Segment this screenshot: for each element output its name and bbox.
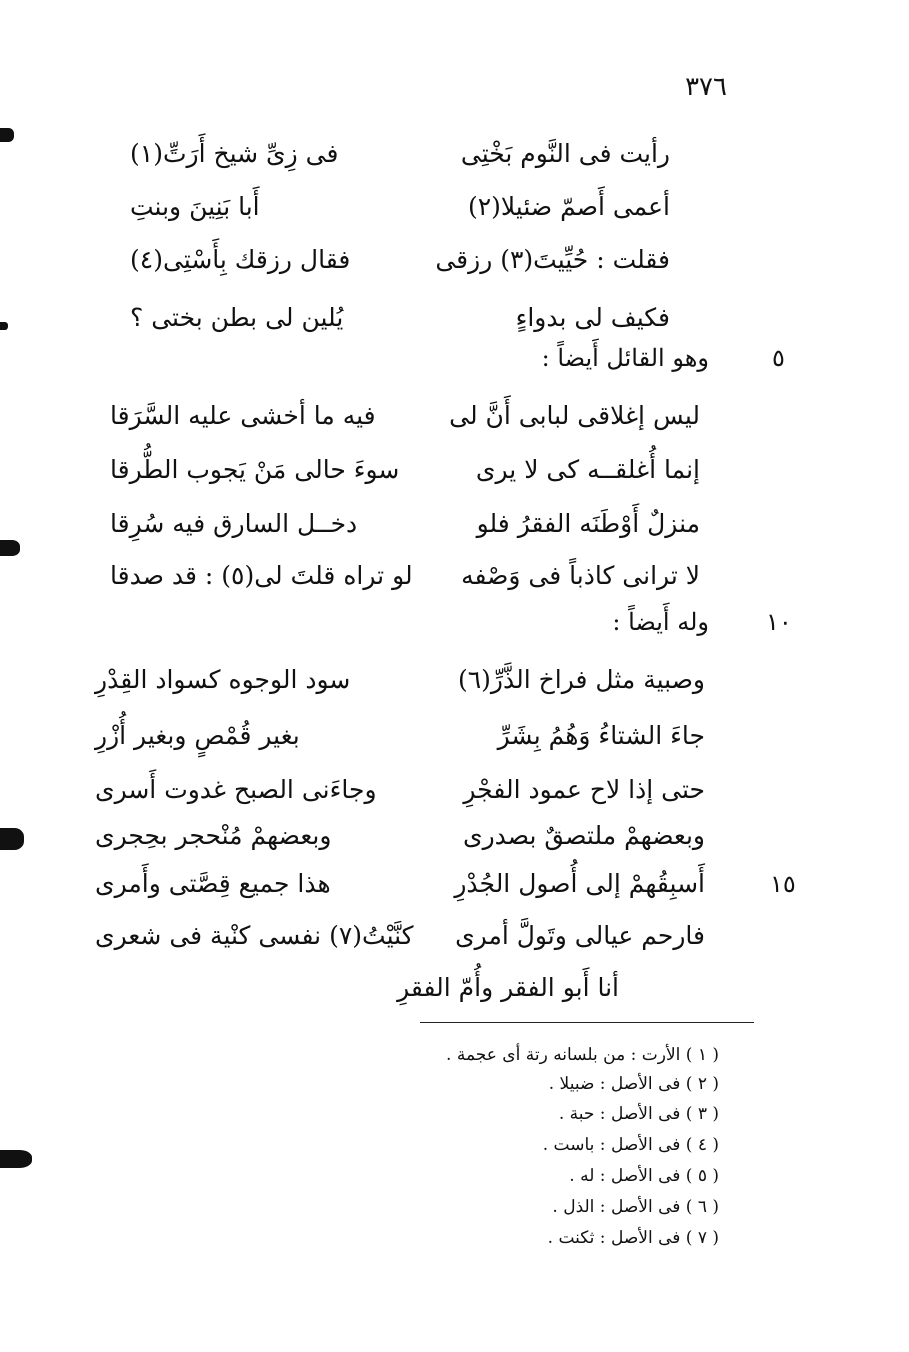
verse-line: [95, 812, 705, 860]
verse-second-hemistich: أَبا بَنِينَ وبنتِ: [130, 192, 260, 221]
verse-second-hemistich: فقال رزقك بِأَسْتِى(٤): [130, 245, 351, 274]
footnote: ( ٤ ) فى الأصل : باست .: [542, 1135, 719, 1155]
verse-first-hemistich: رأيت فى النَّوم بَخْتِى: [460, 139, 670, 168]
line-number: ١٠: [766, 608, 792, 636]
verse-first-hemistich: فكيف لى بدواءٍ: [515, 303, 670, 332]
verse-second-hemistich: وبعضهمْ مُنْحجر بحِجرى: [95, 821, 332, 850]
verse-line: [130, 130, 670, 178]
verse-second-hemistich: هذا جميع قِصَّتى وأَمرى: [95, 869, 331, 898]
verse-second-hemistich: يُلين لى بطن بختى ؟: [130, 303, 344, 332]
verse-second-hemistich: فى زِىِّ شيخ أَرَتِّ(١): [130, 139, 339, 168]
footnote: ( ٣ ) فى الأصل : حبة .: [558, 1104, 719, 1124]
verse-second-hemistich: لو تراه قلتَ لى(٥) : قد صدقا: [110, 561, 413, 590]
verse-first-hemistich: لا ترانى كاذباً فى وَصْفه: [461, 561, 700, 590]
verse-first-hemistich: فارحم عيالى وتَولَّ أمرى: [455, 921, 705, 950]
footnote: ( ٥ ) فى الأصل : له .: [569, 1166, 719, 1186]
verse-line: [130, 236, 670, 284]
verse-first-hemistich: جاءَ الشتاءُ وَهُمُ بِشَرِّ: [497, 721, 705, 750]
footnote-divider: [420, 1022, 754, 1023]
verse-first-hemistich: وبعضهمْ ملتصقٌ بصدرى: [463, 821, 705, 850]
verse-line: [130, 183, 670, 231]
verse-second-hemistich: سوءَ حالى مَنْ يَجوب الطُّرقا: [110, 455, 400, 484]
verse-line: [110, 446, 700, 494]
verse-first-hemistich: أَسبِقُهمْ إلى أُصول الجُدْرِ: [454, 869, 705, 898]
footnote: ( ١ ) الأرت : من بلسانه رتة أى عجمة .: [446, 1045, 719, 1065]
verse-second-hemistich: سود الوجوه كسواد القِدْرِ: [95, 665, 351, 694]
line-number: ٥: [772, 344, 785, 372]
scan-edge-mark: [0, 540, 20, 556]
footnote: ( ٦ ) فى الأصل : الذل .: [552, 1197, 719, 1217]
scan-edge-mark: [0, 828, 24, 850]
verse-second-hemistich: كنَّيْتُ(٧) نفسى كنْية فى شعرى: [95, 921, 414, 950]
section-heading: وهو القائل أَيضاً :: [541, 344, 709, 372]
footnote: ( ٧ ) فى الأصل : ثكنت .: [547, 1228, 719, 1248]
final-verse: أنا أَبو الفقر وأُمّ الفقرِ: [397, 973, 619, 1002]
section-heading: وله أَيضاً :: [612, 608, 709, 636]
scan-edge-mark: [0, 1150, 32, 1168]
verse-line: [95, 766, 705, 814]
verse-first-hemistich: ليس إغلاقى لبابى أَنَّ لى: [449, 401, 700, 430]
verse-first-hemistich: منزلٌ أَوْطَنَه الفقرُ فلو: [476, 509, 700, 538]
verse-first-hemistich: أعمى أَصمّ ضئيلا(٢): [467, 192, 670, 221]
verse-second-hemistich: فيه ما أخشى عليه السَّرَقا: [110, 401, 376, 430]
footnote: ( ٢ ) فى الأصل : ضبيلا .: [548, 1074, 719, 1094]
verse-line: [130, 294, 670, 342]
verse-second-hemistich: وجاءَنى الصبح غدوت أَسرى: [95, 775, 377, 804]
verse-line: [110, 500, 700, 548]
verse-line: [95, 712, 705, 760]
page-number: ٣٧٦: [685, 72, 727, 102]
scan-edge-mark: [0, 322, 8, 330]
verse-first-hemistich: فقلت : حُيِّيتَ(٣) رزقى: [435, 245, 670, 274]
verse-second-hemistich: بغير قُمْصٍ وبغير أُزْرِ: [95, 721, 300, 750]
scan-edge-mark: [0, 128, 14, 142]
verse-first-hemistich: إنما أُغلقــه كى لا يرى: [475, 455, 700, 484]
verse-second-hemistich: دخــل السارق فيه سُرِقا: [110, 509, 358, 538]
verse-line: [95, 912, 705, 960]
line-number: ١٥: [770, 870, 796, 898]
verse-first-hemistich: حتى إذا لاح عمود الفجْرِ: [463, 775, 705, 804]
verse-line: [110, 392, 700, 440]
verse-line: [95, 860, 705, 908]
verse-first-hemistich: وصبية مثل فراخ الذَّرِّ(٦): [457, 665, 705, 694]
verse-line: [110, 552, 700, 600]
verse-line: [95, 656, 705, 704]
